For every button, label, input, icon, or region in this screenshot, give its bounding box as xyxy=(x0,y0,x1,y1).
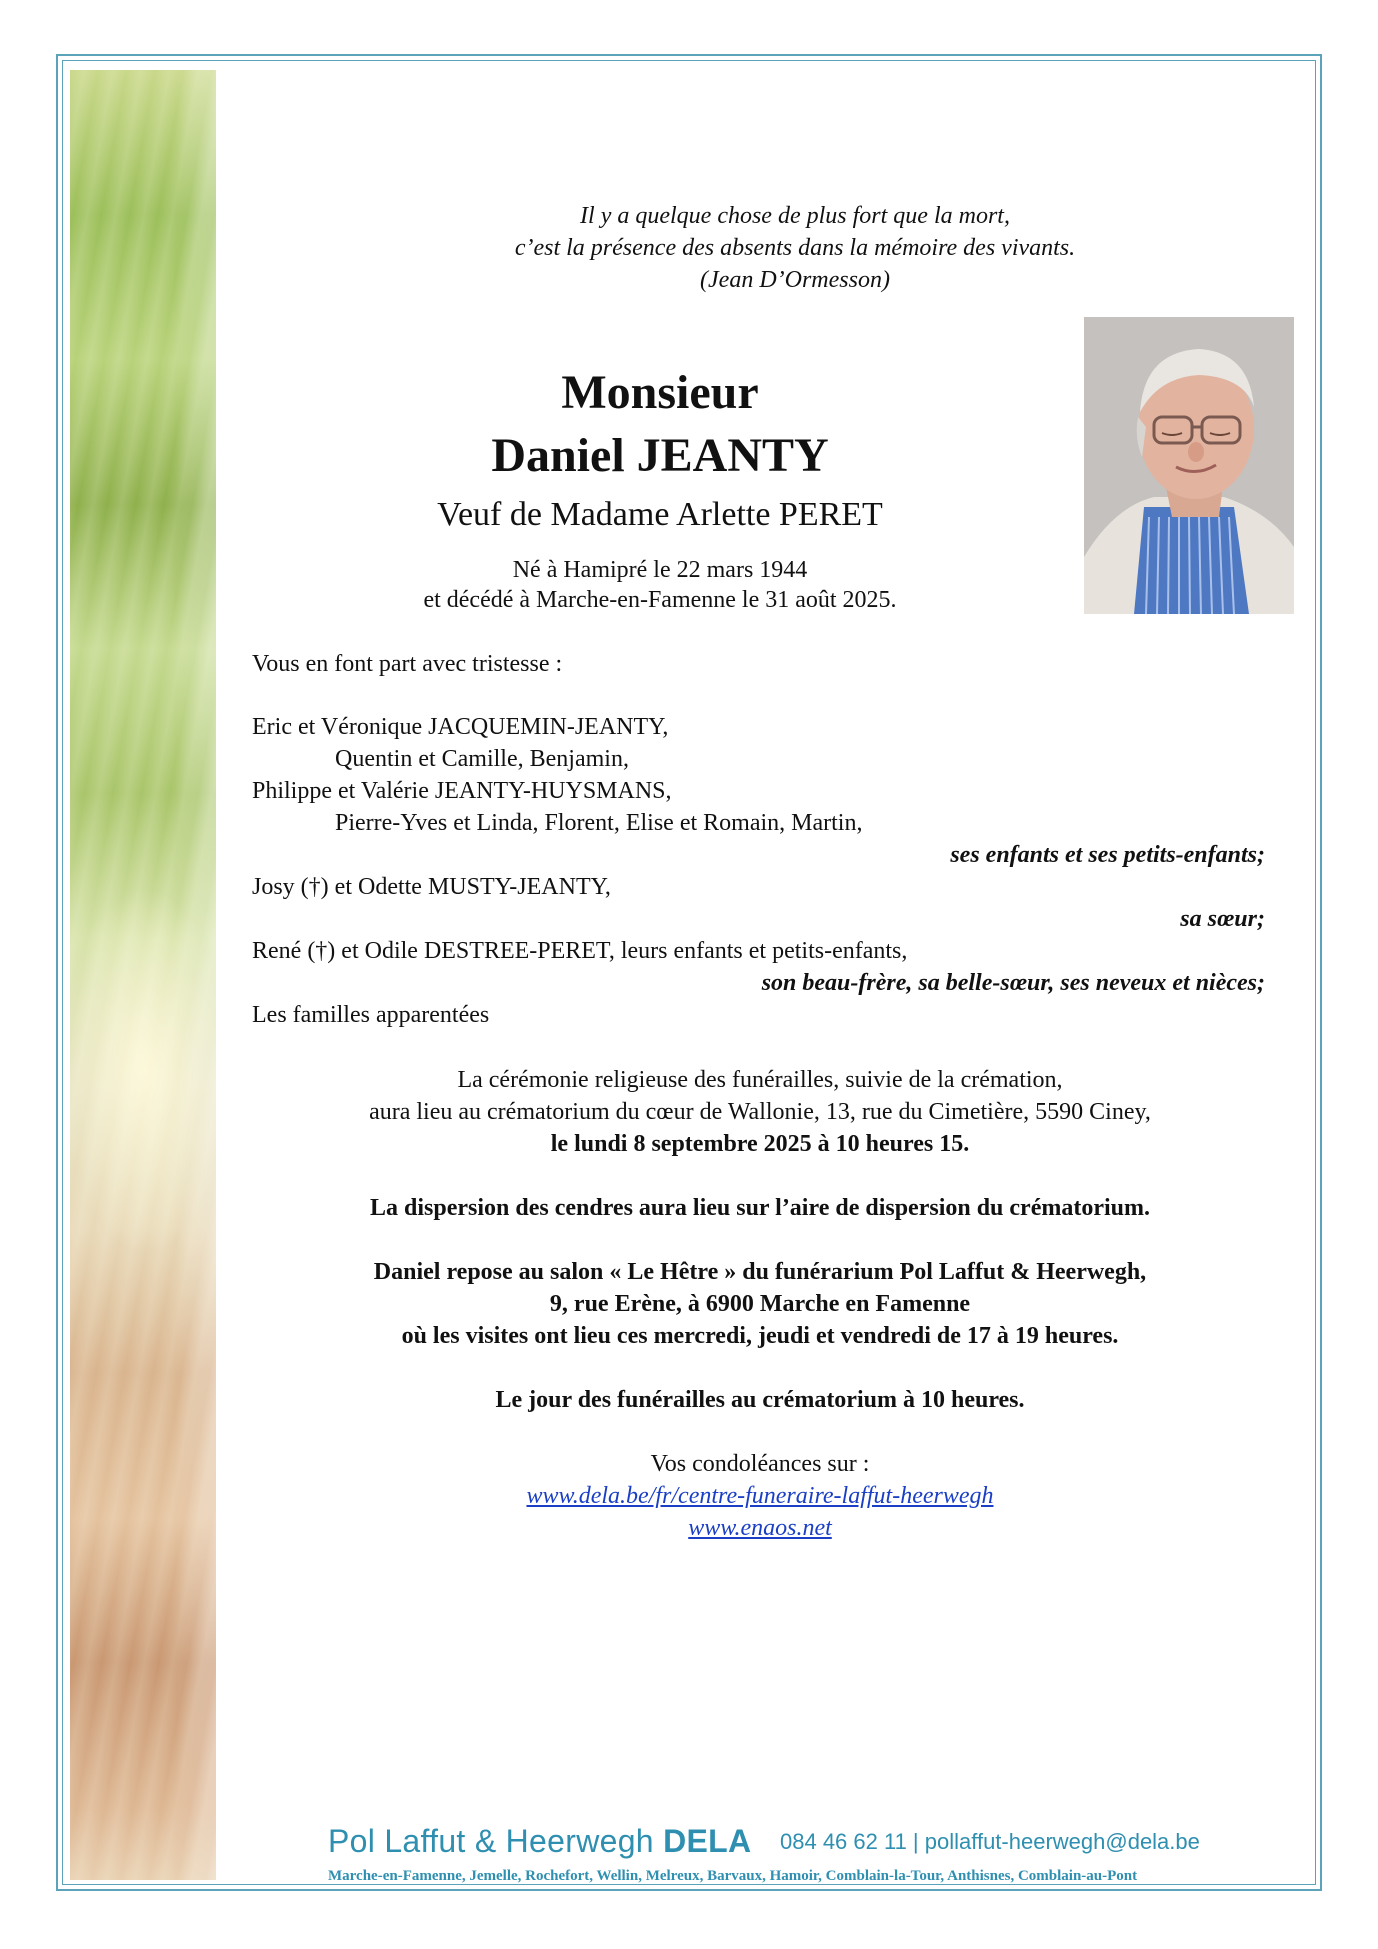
condolences-link-row-2 xyxy=(250,1512,1270,1544)
family-line-4: Pierre-Yves et Linda, Florent, Elise et Romain, Martin, xyxy=(335,810,863,836)
family-line-5: Josy (†) et Odette MUSTY-JEANTY, xyxy=(252,874,611,900)
announcement-intro: Vous en font part avec tristesse : xyxy=(252,651,563,677)
company-name: Pol Laffut & Heerwegh xyxy=(328,1823,654,1859)
quote-line-1: Il y a quelque chose de plus fort que la mort, xyxy=(580,203,1010,229)
quote-line-2: c’est la présence des absents dans la mémoire des vivants. xyxy=(514,235,1076,261)
family-line-6: René (†) et Odile DESTREE-PERET, leurs enfants et petits-enfants, xyxy=(252,938,908,964)
widow-of: Veuf de Madame Arlette PERET xyxy=(437,496,883,533)
family-line-7: Les familles apparentées xyxy=(252,1002,490,1028)
funeral-day-note: Le jour des funérailles au crématorium à 10 heures. xyxy=(495,1387,1025,1413)
ceremony-line-2: aura lieu au crématorium du cœur de Wallonie, 13, rue du Cimetière, 5590 Ciney, xyxy=(369,1099,1151,1125)
forest-path-image xyxy=(70,70,216,1880)
quote xyxy=(300,200,1290,296)
rest-line-3: où les visites ont lieu ces mercredi, jeudi et vendredi de 17 à 19 heures. xyxy=(401,1323,1119,1349)
death-info: et décédé à Marche-en-Famenne le 31 août 2025. xyxy=(423,587,897,613)
dela-logo: DELA xyxy=(663,1823,752,1859)
quote-author: (Jean D’Ormesson) xyxy=(700,267,890,293)
dispersion-note: La dispersion des cendres aura lieu sur l’aire de dispersion du crématorium. xyxy=(369,1195,1151,1221)
portrait-photo xyxy=(1084,317,1294,614)
footer-locations: Marche-en-Famenne, Jemelle, Rochefort, Wellin, Melreux, Barvaux, Hamoir, Comblain-la-Tour, Anthisnes, Comblain-au-Pont xyxy=(328,1868,1138,1884)
enaos-link[interactable]: www.enaos.net xyxy=(688,1515,832,1541)
footer-company xyxy=(328,1823,751,1860)
rest-line-1: Daniel repose au salon « Le Hêtre » du funérarium Pol Laffut & Heerwegh, xyxy=(373,1259,1147,1285)
family-line-1: Eric et Véronique JACQUEMIN-JEANTY, xyxy=(252,714,669,740)
deceased-name: Daniel JEANTY xyxy=(491,429,829,482)
rest-line-2: 9, rue Erène, à 6900 Marche en Famenne xyxy=(549,1291,971,1317)
condolences-label: Vos condoléances sur : xyxy=(650,1451,870,1477)
footer-contact: 084 46 62 11 | pollaffut-heerwegh@dela.be xyxy=(780,1829,1200,1854)
honorific: Monsieur xyxy=(561,366,759,419)
dela-link[interactable]: www.dela.be/fr/centre-funeraire-laffut-heerwegh xyxy=(526,1483,994,1509)
family-relation-1: ses enfants et ses petits-enfants; xyxy=(950,842,1265,868)
ceremony-date: le lundi 8 septembre 2025 à 10 heures 15. xyxy=(550,1131,970,1157)
family-relation-3: son beau-frère, sa belle-sœur, ses neveux et nièces; xyxy=(761,970,1265,996)
family-relation-2: sa sœur; xyxy=(1180,906,1265,932)
ceremony-line-1: La cérémonie religieuse des funérailles, suivie de la crémation, xyxy=(457,1067,1063,1093)
family-line-2: Quentin et Camille, Benjamin, xyxy=(335,746,629,772)
condolences-link-row-1 xyxy=(250,1480,1270,1512)
birth-info: Né à Hamipré le 22 mars 1944 xyxy=(512,557,808,583)
family-line-3: Philippe et Valérie JEANTY-HUYSMANS, xyxy=(252,778,672,804)
